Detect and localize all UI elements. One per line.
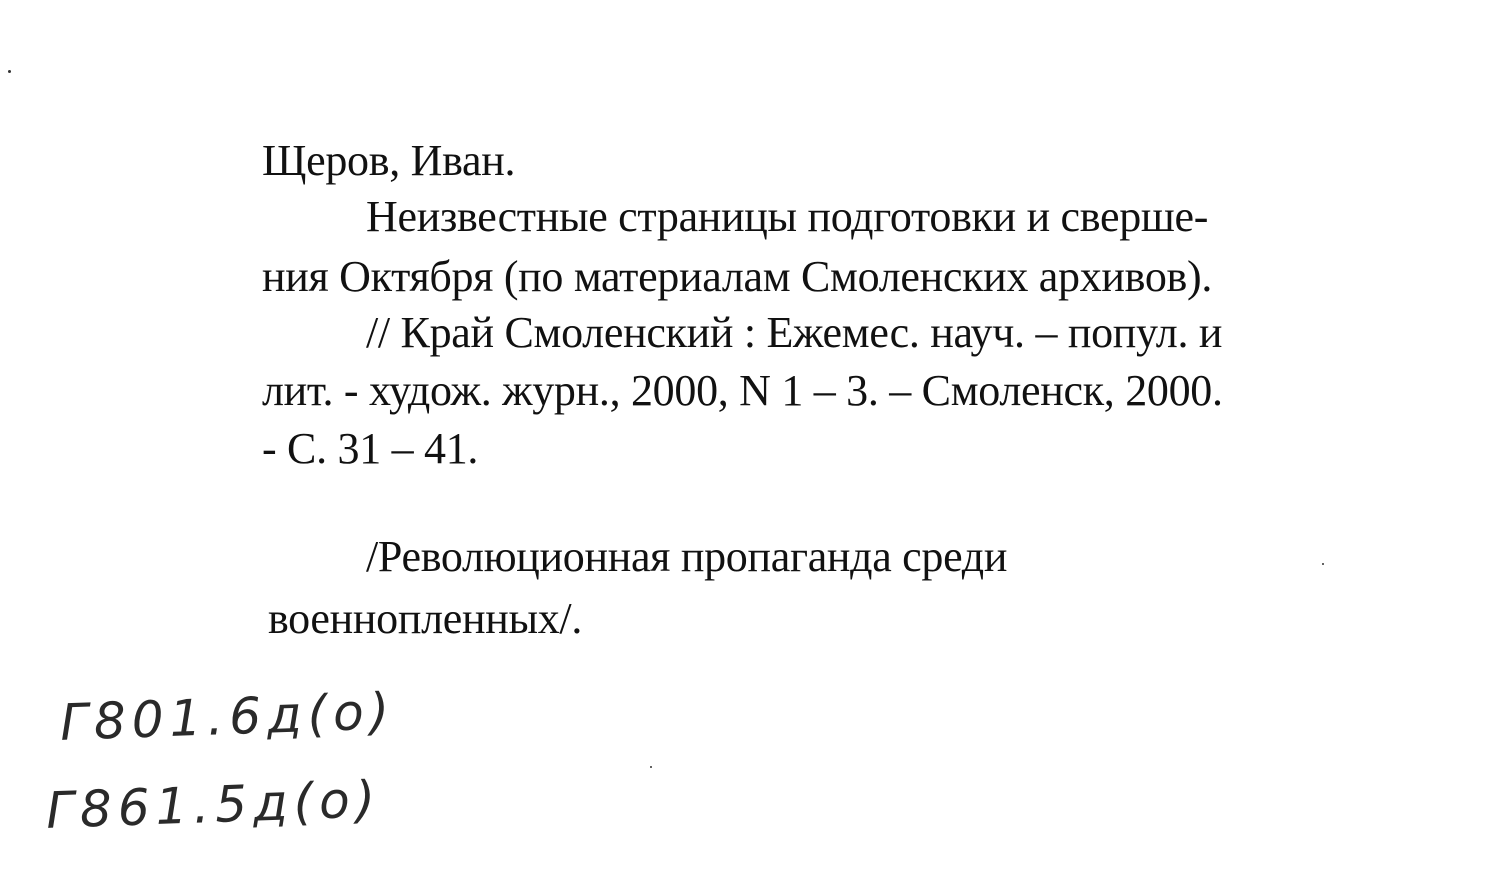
title-line-2: ния Октября (по материалам Смоленских архивов). — [262, 252, 1213, 301]
scan-speck — [650, 766, 652, 768]
author-line: Щеров, Иван. — [262, 136, 516, 185]
scan-speck — [1322, 563, 1324, 565]
source-line-1: // Край Смоленский : Ежемес. науч. – попул. и — [366, 308, 1223, 357]
handwritten-shelfmark-2: Г861.5д(о) — [45, 770, 383, 840]
subject-line-2: военнопленных/. — [268, 594, 583, 643]
scan-speck — [8, 70, 11, 73]
source-line-3: - С. 31 – 41. — [262, 424, 479, 473]
subject-line-1: /Революционная пропаганда среди — [366, 532, 1008, 581]
title-line-1: Неизвестные страницы подготовки и сверше- — [366, 192, 1209, 241]
source-line-2: лит. - худож. журн., 2000, N 1 – 3. – Смоленск, 2000. — [262, 366, 1223, 415]
handwritten-shelfmark-1: Г801.6д(о) — [59, 682, 397, 752]
